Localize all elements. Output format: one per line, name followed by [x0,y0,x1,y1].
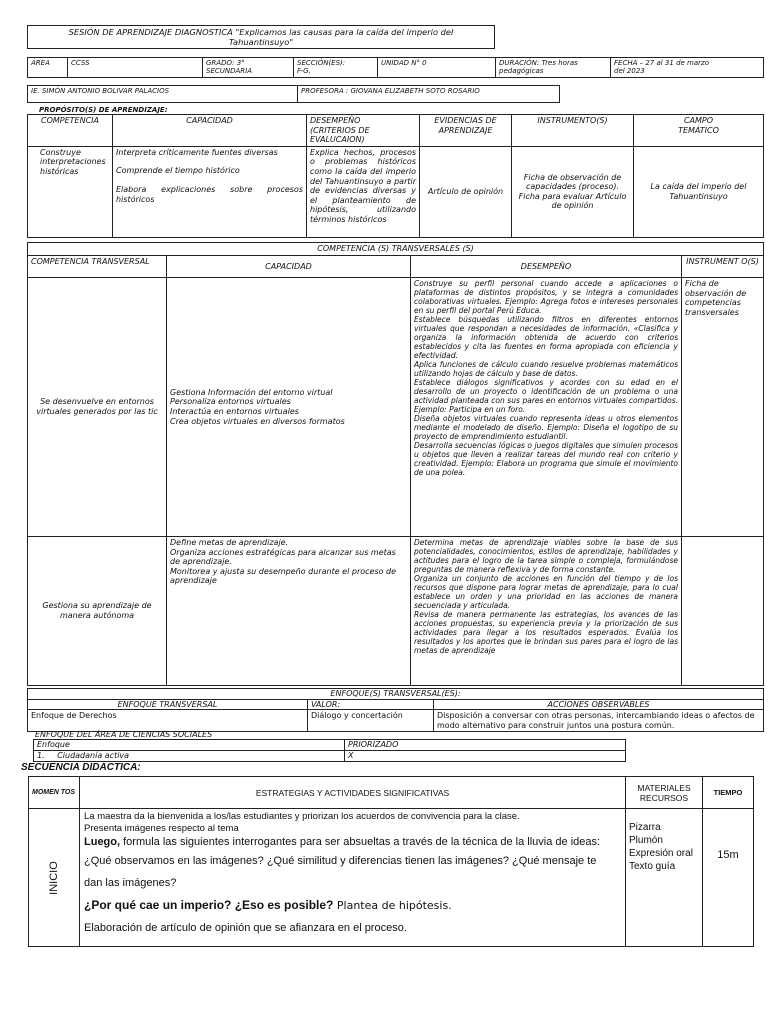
area-enfoque-num: 1. [37,751,45,760]
transversal-capacidades-autonoma [167,537,411,686]
hipotesis-text: Plantea de hipótesis. [333,899,452,912]
grado-cell [203,58,294,78]
instrumento-value: Ficha de observación de capacidades (proceso). Ficha para evaluar Artículo de opinión [512,146,634,237]
fecha-line2: del 2023 [614,67,645,76]
desempeno-value: Explica hechos, procesos o problemas históricos como la caída del imperio del Tahuantinsuyo a partir de evidencias diversas y el planteamiento de hipótesis, utilizando términos históricos [307,146,420,237]
material-item: Pizarra [629,822,661,833]
fecha-cell [611,58,764,78]
grado-line2: SECUNDARIA [206,67,253,76]
evidencia-value: Artículo de opinión [420,146,512,237]
lesson-title-line1: SESIÓN DE APRENDIZAJE DIAGNOSTICA "Explicamos las causas para la caída del imperio del [68,27,454,37]
header-campo-1: CAMPO [683,116,714,125]
transversal-desempeno-tic [411,278,682,537]
header-desempeno-1: DESEMPEÑO [310,116,361,125]
desempeno-item: Establece búsquedas utilizando filtros en diferentes entornos virtuales que respondan a necesidades de información. «Clasifica y organiza la información obtenida de acuerdo con criterios establecidos y cita las fuentes en forma apropiada con eficiencia y efectividad. [414,315,678,360]
header-instrumento-transversal: INSTRUMENT O(S) [682,256,764,278]
inicio-questions-2: dan las imágenes? [84,877,177,889]
material-item: Expresión oral [629,848,693,859]
desempeno-item: Revisa de manera permanente las estrategias, los avances de las acciones propuestas, su experiencia previa y la priorización de sus actividades para llegar a los resultados esperados. Evalúa los resultados y los aportes que le brindan sus pares para el logro de las metas de aprendizaje [414,610,678,655]
inicio-materiales [626,809,703,947]
area-enfoque-title: ENFOQUE DEL ÁREA DE CIENCIAS SOCIALES [35,730,213,739]
area-enfoque-name: Ciudadanía activa [57,751,130,760]
course-value: CCSS [68,58,203,78]
header-desempeno [307,115,420,147]
inicio-tiempo: 15m [703,809,754,947]
material-item: Plumón [629,835,663,846]
transversal-table [27,242,764,686]
area-priorizado-mark: X [345,751,626,762]
area-enfoque-table [33,739,626,762]
area-label: ÁREA [28,58,68,78]
seccion-line1: SECCIÓN(ES): [297,59,346,67]
capacidad-item: Gestiona Información del entorno virtual [170,387,333,397]
header-desempeno-3: EVALUCAION) [310,135,365,145]
header-competencia: COMPETENCIA [28,115,113,147]
area-enfoque-header: Enfoque [34,740,345,751]
info-table [27,57,764,78]
header-instrumento: INSTRUMENTO(S) [512,115,634,147]
duracion-line1: DURACIÓN: Tres horas [499,59,578,67]
desempeno-item: Organiza un conjunto de acciones en función del tiempo y de los recursos que dispone para lograr metas de aprendizaje, para lo cual establece un orden y una prioridad en las acciones de manera secuenciada y articulada. [414,574,678,610]
header-evidencias-1: EVIDENCIAS DE [434,116,497,125]
moment-inicio: INICIO [48,860,60,895]
inicio-luego [84,835,621,850]
luego-rest: formula las siguientes interrogantes para ser absueltas a través de la técnica de la lluvia de ideas: [120,836,601,848]
duracion-cell [496,58,611,78]
material-item: Texto guía [629,861,676,872]
header-desempeno-2: (CRITERIOS DE [310,125,370,135]
capacidades-cell [113,146,307,237]
header-estrategias: ESTRATEGIAS Y ACTIVIDADES SIGNIFICATIVAS [80,777,626,809]
seccion-cell [294,58,378,78]
header-competencia-transversal: COMPETENCIA TRANSVERSAL [28,256,167,278]
valor-dialogo: Diálogo y concertación [308,710,434,732]
desempeno-item: Desarrolla secuencias lógicas o juegos digitales que simulen procesos u objetos que lleven a realizar tareas del mundo real con criterio y creatividad. Ejemplo: Elabora un programa que simule el movimiento de una polea. [414,441,678,477]
proposito-label: PROPÓSITO(S) DE APRENDIZAJE: [39,106,168,114]
capacidad-item: Comprende el tiempo histórico [116,166,240,176]
capacidad-item: Interpreta críticamente fuentes diversas [116,147,278,157]
header-evidencias [420,115,512,147]
header-valor: VALOR: [308,699,434,710]
big-question: ¿Por qué cae un imperio? ¿Eso es posible? [84,898,334,912]
campo-value: La caída del imperio del Tahuantinsuyo [634,146,764,237]
capacidad-item: Define metas de aprendizaje. [170,538,289,547]
header-campo-2: TEMÁTICO [678,125,719,135]
capacidad-item: Organiza acciones estratégicas para alcanzar sus metas de aprendizaje. [170,547,396,567]
desempeno-item: Aplica funciones de cálculo cuando resuelve problemas matemáticos utilizando hojas de cálculo y base de datos. [414,360,678,378]
area-priorizado-header: PRIORIZADO [345,740,626,751]
transversal-section-title: COMPETENCIA (S) TRANSVERSALES (S) [28,243,764,256]
header-momentos: MOMEN TOS [29,777,80,809]
lesson-title [27,25,495,49]
grado-line1: GRADO: 3° [206,59,245,67]
lesson-title-line2: Tahuantinsuyo" [228,37,294,47]
header-evidencias-2: APRENDIZAJE [438,125,493,135]
inicio-images: Presenta imágenes respecto al tema [84,823,239,834]
capacidad-item: Monitorea y ajusta su desempeño durante el proceso de aprendizaje [170,566,397,586]
acciones-observables: Disposición a conversar con otras personas, intercambiando ideas o afectos de modo alternativo para construir juntos una postura común. [434,710,764,732]
inicio-welcome: La maestra da la bienvenida a los/las estudiantes y priorizan los acuerdos de convivencia para la clase. [84,811,520,822]
duracion-line2: pedagógicas [499,67,544,76]
inicio-strategies [80,809,626,947]
header-campo [634,115,764,147]
capacidad-item: Interactúa en entornos virtuales [170,407,299,416]
competencia-table [27,114,764,238]
transversal-competencia-tic: Se desenvuelve en entornos virtuales generados por las tic [28,278,167,537]
transversal-desempeno-autonoma [411,537,682,686]
desempeno-item: Diseña objetos virtuales cuando representa ideas u otros elementos mediante el modelado de diseño. Ejemplo: Diseña el logotipo de su proyecto de emprendimiento estudiantil. [414,414,678,441]
secuencia-table [28,776,754,947]
area-enfoque-row [34,751,345,762]
transversal-instrumento-tic: Ficha de observación de competencias transversales [682,278,764,537]
inicio-elaboracion: Elaboración de artículo de opinión que se afianzara en el proceso. [84,922,407,934]
header-capacidad-transversal: CAPACIDAD [167,256,411,278]
transversal-instrumento-autonoma [682,537,764,686]
unidad-cell: UNIDAD N° 0 [378,58,496,78]
desempeno-item: Determina metas de aprendizaje viables sobre la base de sus potencialidades, conocimientos, estilos de aprendizaje, habilidades y actitudes para el logro de la tarea simple o compleja, formulándose preguntas de manera reflexiva y de forma constante. [414,538,678,574]
header-materiales: MATERIALES RECURSOS [626,777,703,809]
transversal-competencia-autonoma: Gestiona su aprendizaje de manera autónoma [28,537,167,686]
enfoque-derechos: Enfoque de Derechos [28,710,308,732]
inicio-questions-1: ¿Qué observamos en las imágenes? ¿Qué similitud y diferencias tienen las imágenes? ¿Qué mensaje te [84,855,597,867]
teacher-name: PROFESORA : GIOVANA ELIZABETH SOTO ROSARIO [298,86,560,103]
desempeno-item: Construye su perfil personal cuando accede a aplicaciones o plataformas de distintos propósitos, y se integra a comunidades colaborativas virtuales. Ejemplo: Agrega fotos e intereses personales en su perfil del portal Perú Educa. [414,279,678,315]
school-name: IE. SIMÓN ANTONIO BOLIVAR PALACIOS [28,86,298,103]
enfoques-table [27,688,764,732]
competencia-value: Construye interpretaciones históricas [28,146,113,237]
secuencia-title: SECUENCIA DIDÁCTICA: [21,762,141,773]
header-desempeno-transversal: DESEMPEÑO [411,256,682,278]
moment-inicio-cell [29,809,80,947]
inicio-big-question-line [84,894,621,917]
capacidad-item: Elabora explicaciones sobre procesos históricos [116,184,303,204]
desempeno-item: Establece diálogos significativos y acordes con su edad en el desarrollo de un proyecto o identificación de un problema o una actividad planteada con sus pares en entornos virtuales compartidos. Ejemplo: Participa en un foro. [414,378,678,414]
fecha-line1: FECHA – 27 al 31 de marzo [614,59,709,67]
capacidad-item: Crea objetos virtuales en diversos formatos [170,416,345,426]
capacidad-item: Personaliza entornos virtuales [170,397,291,407]
header-tiempo: TIEMPO [703,777,754,809]
header-acciones: ACCIONES OBSERVABLES [434,699,764,710]
seccion-line2: F-G. [297,67,311,76]
luego-bold: Luego, [84,836,121,848]
header-enfoque-transversal: ENFOQUE TRANSVERSAL [28,699,308,710]
transversal-capacidades-tic [167,278,411,537]
header-capacidad: CAPACIDAD [113,115,307,147]
enfoques-title: ENFOQUE(S) TRANSVERSAL(ES): [28,689,764,700]
school-table [27,85,560,103]
